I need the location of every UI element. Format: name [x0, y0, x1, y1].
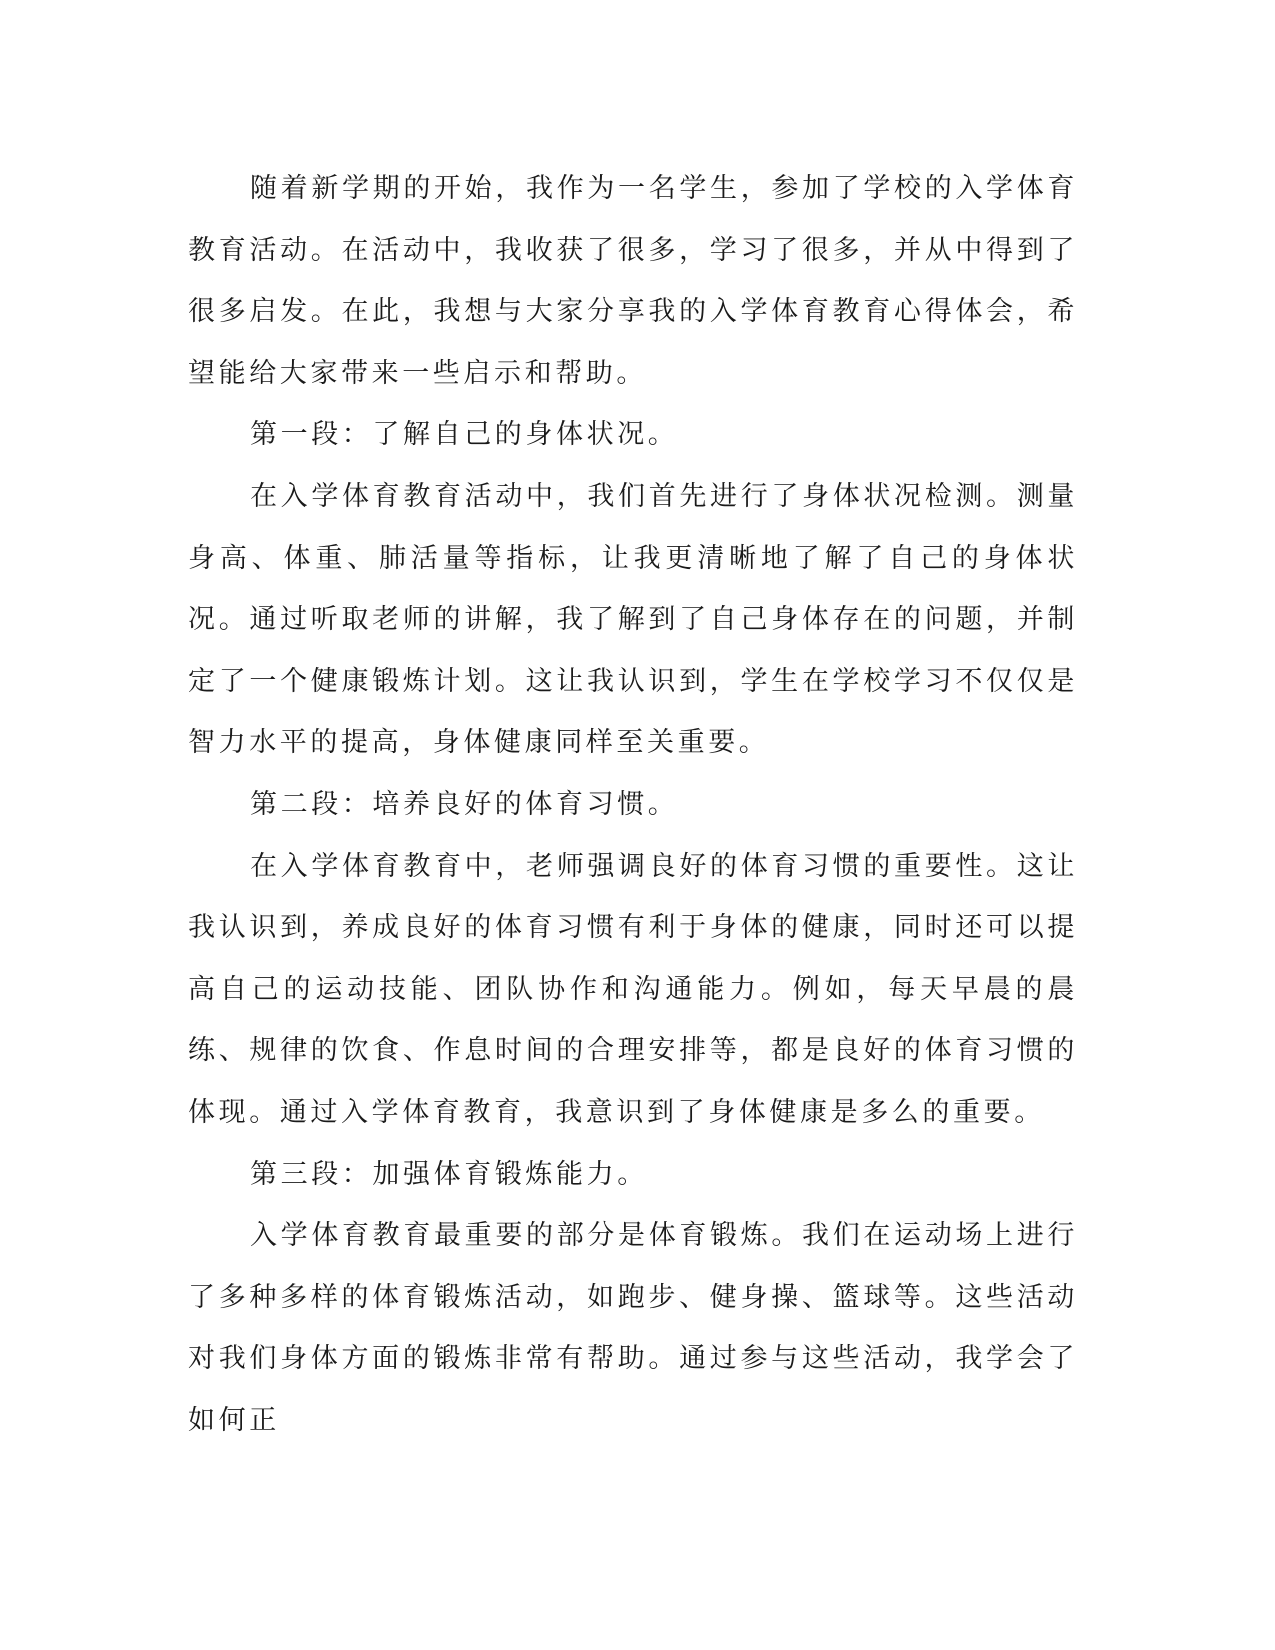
section-heading-3: 第三段：加强体育锻炼能力。: [250, 1158, 648, 1190]
document-page: [188, 158, 1078, 1451]
section-paragraph-2: 在入学体育教育中，老师强调良好的体育习惯的重要性。这让我认识到，养成良好的体育习惯有利于身体的健康，同时还可以提高自己的运动技能、团队协作和沟通能力。例如，每天早晨的晨练、规律的饮食、作息时间的合理安排等，都是良好的体育习惯的体现。通过入学体育教育，我意识到了身体健康是多么的重要。: [188, 850, 1078, 1128]
section-paragraph-3: 入学体育教育最重要的部分是体育锻炼。我们在运动场上进行了多种多样的体育锻炼活动，如跑步、健身操、篮球等。这些活动对我们身体方面的锻炼非常有帮助。通过参与这些活动，我学会了如何正: [188, 1220, 1078, 1436]
intro-paragraph: 随着新学期的开始，我作为一名学生，参加了学校的入学体育教育活动。在活动中，我收获了很多，学习了很多，并从中得到了很多启发。在此，我想与大家分享我的入学体育教育心得体会，希望能给大家带来一些启示和帮助。: [188, 173, 1078, 389]
section-heading-2: 第二段：培养良好的体育习惯。: [250, 788, 679, 820]
section-heading-1: 第一段：了解自己的身体状况。: [250, 419, 679, 451]
section-paragraph-1: 在入学体育教育活动中，我们首先进行了身体状况检测。测量身高、体重、肺活量等指标，让我更清晰地了解了自己的身体状况。通过听取老师的讲解，我了解到了自己身体存在的问题，并制定了一个健康锻炼计划。这让我认识到，学生在学校学习不仅仅是智力水平的提高，身体健康同样至关重要。: [188, 480, 1078, 759]
